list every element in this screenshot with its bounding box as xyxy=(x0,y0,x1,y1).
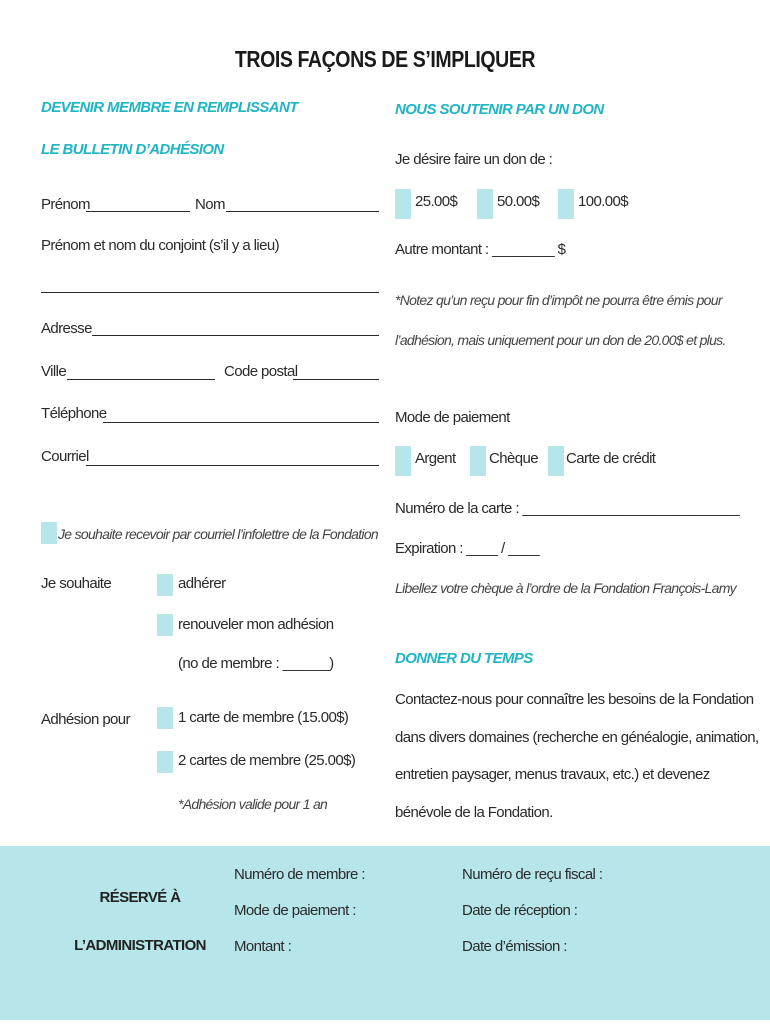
admin-date-emission: Date d’émission : xyxy=(462,938,567,955)
cheque-note: Libellez votre chèque à l’ordre de la Fondation François-Lamy xyxy=(395,580,736,596)
conjoint-field[interactable] xyxy=(41,292,379,293)
cheque-label: Chèque xyxy=(489,450,538,467)
nom-field[interactable] xyxy=(226,211,379,212)
amount-25-label: 25.00$ xyxy=(415,193,458,210)
prenom-label: Prénom xyxy=(41,196,90,213)
donation-intro: Je désire faire un don de : xyxy=(395,151,553,168)
mode-paiement-label: Mode de paiement xyxy=(395,409,510,426)
admin-label-line2: L’ADMINISTRATION xyxy=(74,937,206,954)
page-title: TROIS FAÇONS DE S’IMPLIQUER xyxy=(234,46,536,72)
argent-label: Argent xyxy=(415,450,456,467)
membership-heading-line2: LE BULLETIN D’ADHÉSION xyxy=(41,141,224,158)
admin-montant: Montant : xyxy=(234,938,292,955)
telephone-field[interactable] xyxy=(103,422,379,423)
validite-note: *Adhésion valide pour 1 an xyxy=(178,796,328,812)
prenom-field[interactable] xyxy=(86,211,190,212)
carte1-checkbox[interactable] xyxy=(157,707,173,729)
ville-field[interactable] xyxy=(67,379,215,380)
admin-numero-recu: Numéro de reçu fiscal : xyxy=(462,866,603,883)
amount-25-checkbox[interactable] xyxy=(395,189,411,219)
expiration-field[interactable]: Expiration : ____ / ____ xyxy=(395,540,540,557)
tax-note-line2: l’adhésion, mais uniquement pour un don de 20.00$ et plus. xyxy=(395,332,726,348)
autre-montant-field[interactable]: Autre montant : ________ $ xyxy=(395,241,566,258)
amount-50-label: 50.00$ xyxy=(497,193,540,210)
conjoint-label: Prénom et nom du conjoint (s’il y a lieu) xyxy=(41,237,280,254)
time-text-line4: bénévole de la Fondation. xyxy=(395,804,553,821)
carte2-checkbox[interactable] xyxy=(157,751,173,773)
carte-credit-checkbox[interactable] xyxy=(548,446,564,476)
carte2-label: 2 cartes de membre (25.00$) xyxy=(178,752,356,769)
newsletter-checkbox[interactable] xyxy=(41,522,57,544)
time-text-line1: Contactez-nous pour connaître les besoins de la Fondation xyxy=(395,691,754,708)
numero-carte-field[interactable]: Numéro de la carte : ____________________________ xyxy=(395,500,740,517)
tax-note-line1: *Notez qu’un reçu pour fin d’impôt ne pourra être émis pour xyxy=(395,292,722,308)
carte1-label: 1 carte de membre (15.00$) xyxy=(178,709,349,726)
admin-mode-paiement: Mode de paiement : xyxy=(234,902,356,919)
adhesion-pour-label: Adhésion pour xyxy=(41,711,130,728)
admin-date-reception: Date de réception : xyxy=(462,902,578,919)
newsletter-label: Je souhaite recevoir par courriel l’infolettre de la Fondation xyxy=(58,526,379,542)
adresse-label: Adresse xyxy=(41,320,92,337)
amount-50-checkbox[interactable] xyxy=(477,189,493,219)
ville-label: Ville xyxy=(41,363,67,380)
time-text-line2: dans divers domaines (recherche en généalogie, animation, xyxy=(395,729,759,746)
code-postal-field[interactable] xyxy=(293,379,379,380)
admin-label-line1: RÉSERVÉ À xyxy=(99,889,181,906)
admin-numero-membre: Numéro de membre : xyxy=(234,866,365,883)
adherer-checkbox[interactable] xyxy=(157,574,173,596)
code-postal-label: Code postal xyxy=(224,363,298,380)
renouveler-label: renouveler mon adhésion xyxy=(178,616,334,633)
renouveler-checkbox[interactable] xyxy=(157,614,173,636)
carte-credit-label: Carte de crédit xyxy=(566,450,656,467)
nom-label: Nom xyxy=(195,196,225,213)
time-heading: DONNER DU TEMPS xyxy=(395,650,533,667)
telephone-label: Téléphone xyxy=(41,405,107,422)
courriel-label: Courriel xyxy=(41,448,89,465)
admin-section xyxy=(0,846,770,1020)
adherer-label: adhérer xyxy=(178,575,226,592)
time-text-line3: entretien paysager, menus travaux, etc.) et devenez xyxy=(395,766,710,783)
courriel-field[interactable] xyxy=(86,465,379,466)
cheque-checkbox[interactable] xyxy=(470,446,486,476)
argent-checkbox[interactable] xyxy=(395,446,411,476)
no-membre-field[interactable]: (no de membre : ______) xyxy=(178,655,334,672)
amount-100-label: 100.00$ xyxy=(578,193,629,210)
adresse-field[interactable] xyxy=(92,335,379,336)
je-souhaite-label: Je souhaite xyxy=(41,575,112,592)
amount-100-checkbox[interactable] xyxy=(558,189,574,219)
membership-heading-line1: DEVENIR MEMBRE EN REMPLISSANT xyxy=(41,99,298,116)
donation-heading: NOUS SOUTENIR PAR UN DON xyxy=(395,101,604,118)
